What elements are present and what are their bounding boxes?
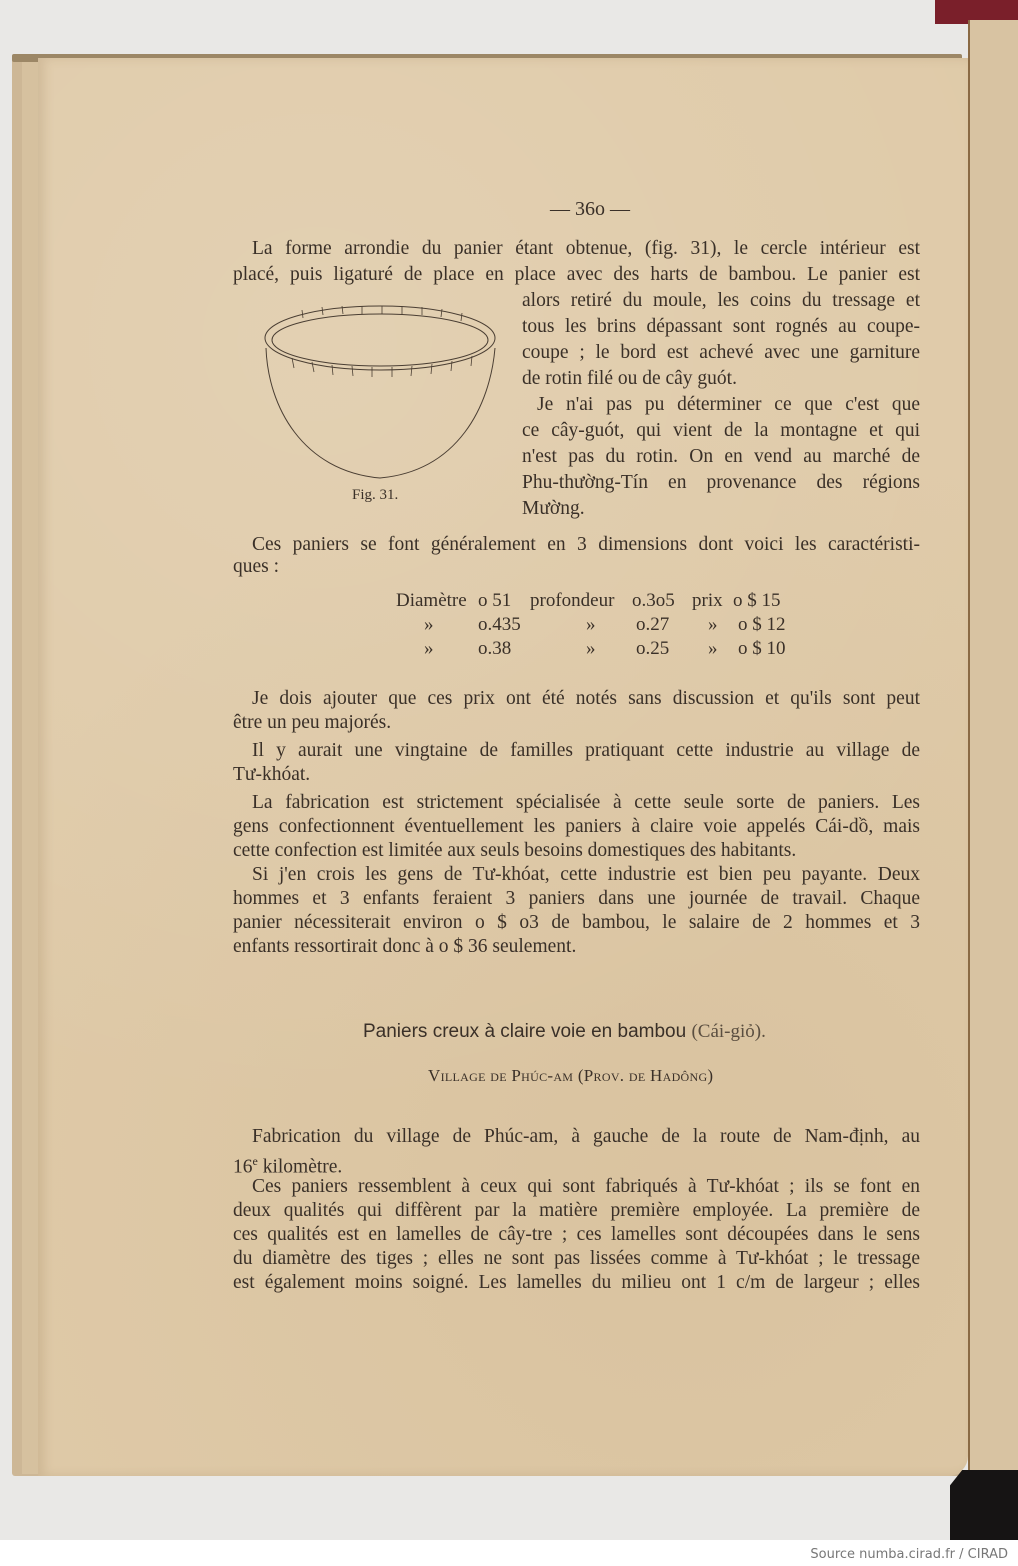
text-line: gens confectionnent éventuellement les paniers à claire voie appelés Cái-dồ, mais bbox=[233, 816, 920, 837]
table-cell: » bbox=[424, 614, 434, 635]
table-cell: prix bbox=[692, 590, 723, 611]
text-line: alors retiré du moule, les coins du tressage et bbox=[522, 290, 920, 311]
table-cell: » bbox=[586, 638, 596, 659]
table-cell: » bbox=[586, 614, 596, 635]
text-line: du diamètre des tiges ; elles ne sont pas lissées comme à Tư-khóat ; le tressage bbox=[233, 1248, 920, 1269]
text-line: Mường. bbox=[522, 498, 585, 519]
text-line: Tư-khóat. bbox=[233, 764, 311, 785]
text-line: Je dois ajouter que ces prix ont été notés sans discussion et qu'ils sont peut bbox=[252, 688, 920, 709]
text-line: Fabrication du village de Phúc-am, à gauche de la route de Nam-định, au bbox=[252, 1126, 920, 1147]
table-cell: o $ 15 bbox=[733, 590, 781, 611]
table-cell: o $ 12 bbox=[738, 614, 786, 635]
table-cell: » bbox=[708, 614, 718, 635]
section-subheading: Village de Phúc-am (Prov. de Hadông) bbox=[428, 1066, 714, 1085]
page-number: — 36o — bbox=[550, 198, 630, 220]
text-line: La forme arrondie du panier étant obtenue, (fig. 31), le cercle intérieur est bbox=[252, 238, 920, 259]
table-cell: » bbox=[424, 638, 434, 659]
source-credit: Source numba.cirad.fr / CIRAD bbox=[810, 1547, 1008, 1562]
table-cell: o 51 bbox=[478, 590, 512, 611]
text-line: n'est pas du rotin. On en vend au marché de bbox=[522, 446, 920, 467]
section-heading-title: Paniers creux à claire voie en bambou bbox=[363, 1021, 687, 1042]
text-line: deux qualités qui diffèrent par la matière première employée. La première de bbox=[233, 1200, 920, 1221]
text-line: Phu-thường-Tín en provenance des régions bbox=[522, 472, 920, 493]
text-line: panier nécessiterait environ o $ o3 de bambou, le salaire de 2 hommes et 3 bbox=[233, 912, 920, 933]
text-line: La fabrication est strictement spécialisée à cette seule sorte de paniers. Les bbox=[252, 792, 920, 813]
text-line: ce cây-guót, qui vient de la montagne et qui bbox=[522, 420, 920, 441]
table-cell: » bbox=[708, 638, 718, 659]
text-line: Si j'en crois les gens de Tư-khóat, cette industrie est bien peu payante. Deux bbox=[252, 864, 920, 885]
text-line: de rotin filé ou de cây guót. bbox=[522, 368, 737, 389]
table-cell: o.27 bbox=[636, 614, 670, 635]
table-cell: Diamètre bbox=[396, 590, 467, 611]
text-fragment: kilomètre. bbox=[257, 1156, 343, 1178]
ordinal-number: 16 bbox=[233, 1156, 253, 1178]
table-cell: o.38 bbox=[478, 638, 512, 659]
table-cell: o.3o5 bbox=[632, 590, 675, 611]
text-line: enfants ressortirait donc à o $ 36 seulement. bbox=[233, 936, 577, 957]
table-cell: profondeur bbox=[530, 590, 615, 611]
section-heading-paren: (Cái-giỏ). bbox=[691, 1021, 766, 1042]
text-line: hommes et 3 enfants feraient 3 paniers dans une journée de travail. Chaque bbox=[233, 888, 920, 909]
table-cell: o $ 10 bbox=[738, 638, 786, 659]
text-line: coupe ; le bord est achevé avec une garniture bbox=[522, 342, 920, 363]
text-line: tous les brins dépassant sont rognés au coupe- bbox=[522, 316, 920, 337]
text-line: ques : bbox=[233, 556, 280, 577]
basket-drawing-icon bbox=[262, 296, 502, 496]
ordinal-suffix: e bbox=[252, 1154, 258, 1168]
text-line: Il y aurait une vingtaine de familles pratiquant cette industrie au village de bbox=[252, 740, 920, 761]
text-line: cette confection est limitée aux seuls besoins domestiques des habitants. bbox=[233, 840, 797, 861]
table-cell: o.25 bbox=[636, 638, 670, 659]
section-heading bbox=[363, 1021, 766, 1043]
figure-caption: Fig. 31. bbox=[352, 487, 399, 503]
text-line: placé, puis ligaturé de place en place avec des harts de bambou. Le panier est bbox=[233, 264, 920, 285]
text-line: est également moins soigné. Les lamelles du milieu ont 1 c/m de largeur ; elles bbox=[233, 1272, 920, 1293]
text-line: Ces paniers ressemblent à ceux qui sont fabriqués à Tư-khóat ; ils se font en bbox=[252, 1176, 920, 1197]
text-line: être un peu majorés. bbox=[233, 712, 392, 733]
text-line: Ces paniers se font généralement en 3 dimensions dont voici les caractéristi- bbox=[252, 534, 920, 555]
text-line: ces qualités est en lamelles de cây-tre ; ces lamelles sont découpées dans le sens bbox=[233, 1224, 920, 1245]
text-line: Je n'ai pas pu déterminer ce que c'est que bbox=[537, 394, 920, 415]
table-cell: o.435 bbox=[478, 614, 521, 635]
